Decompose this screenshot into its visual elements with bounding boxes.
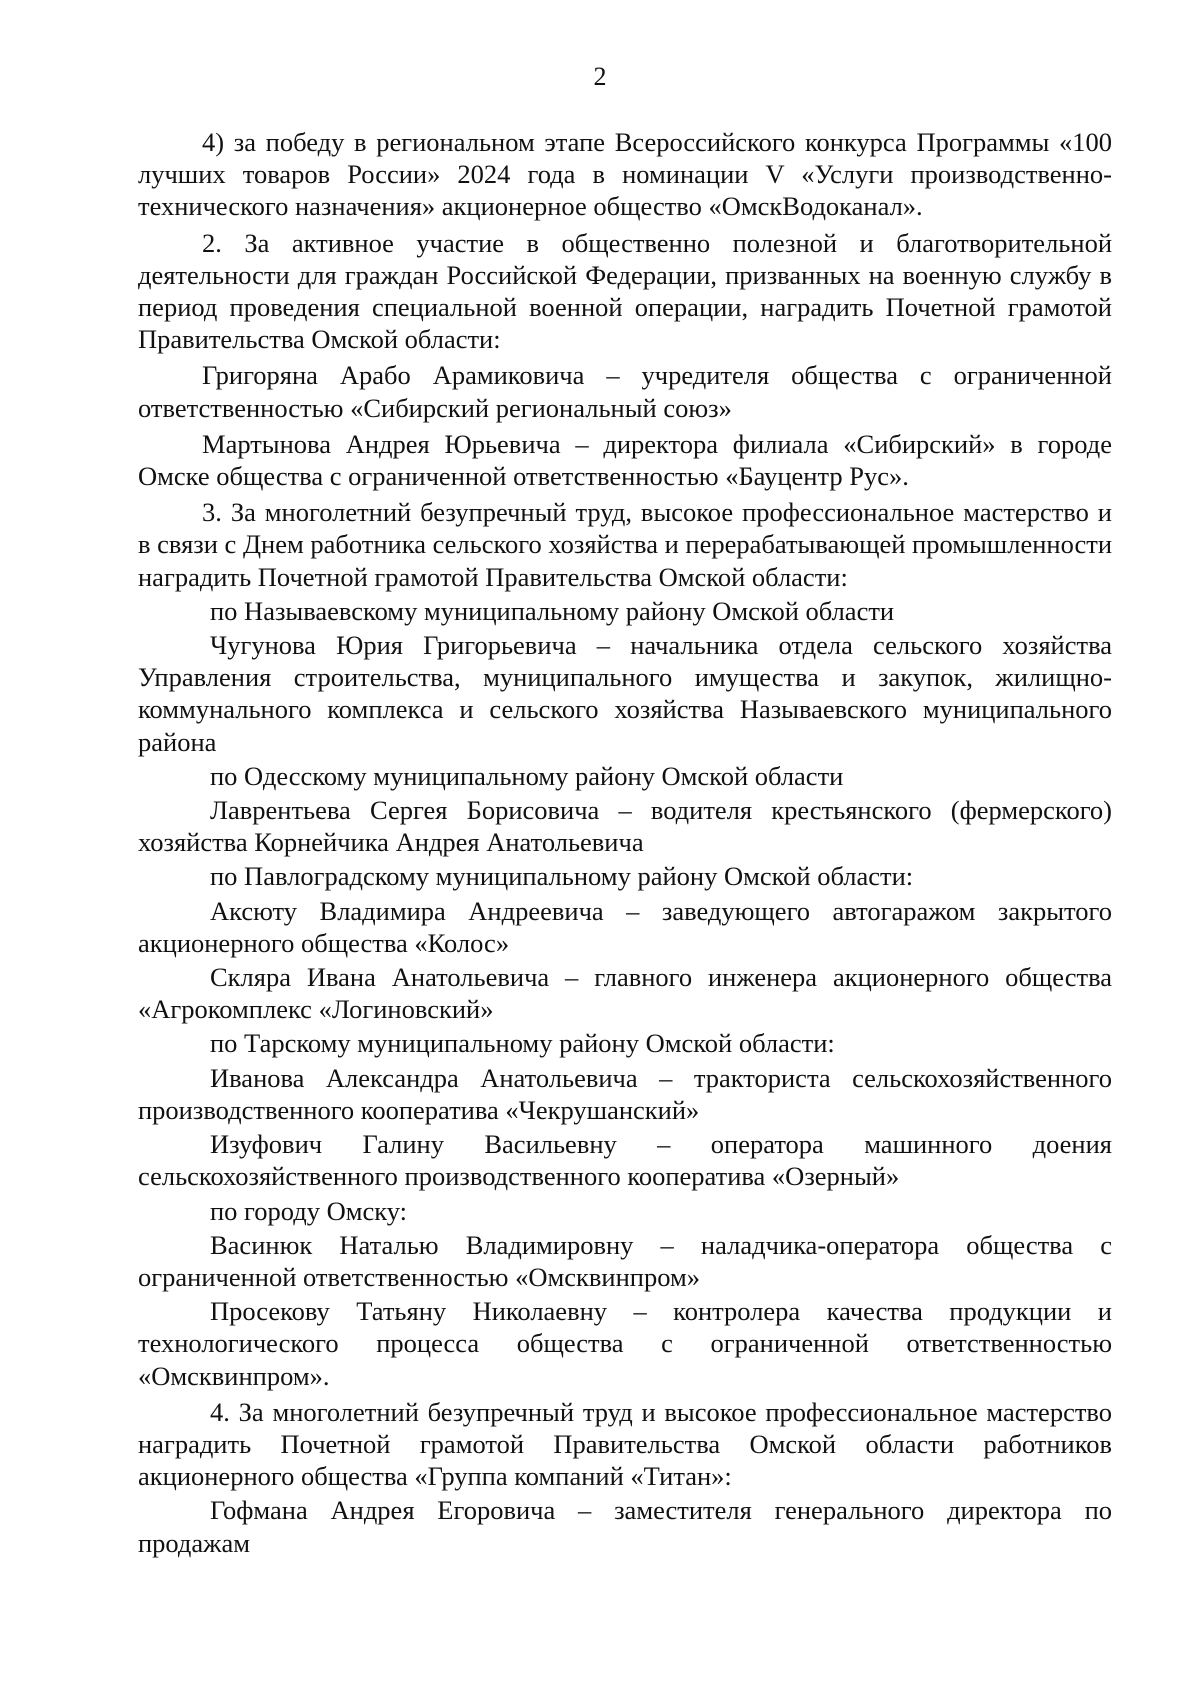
paragraph-awardee: Васинюк Наталью Владимировну – наладчика-оператора общества с ограниченной ответственностью «Омсквинпром» — [138, 1229, 1112, 1292]
page-number: 2 — [593, 62, 607, 91]
document-body — [138, 126, 1112, 1561]
paragraph-awardee: Лаврентьева Сергея Борисовича – водителя крестьянского (фермерского) хозяйства Корнейчика Андрея Анатольевича — [138, 795, 1112, 858]
paragraph-district-heading: по Павлоградскому муниципальному району Омской области: — [210, 861, 914, 892]
paragraph-section-3: 3. За многолетний безупречный труд, высокое профессиональное мастерство и в связи с Днем работника сельского хозяйства и перерабатывающей промышленности наградить Почетной грамотой Правительства Омской области: — [138, 497, 1112, 592]
paragraph-district-heading: по Называевскому муниципальному району Омской области — [210, 595, 895, 626]
paragraph-awardee: Скляра Ивана Анатольевича – главного инженера акционерного общества «Агрокомплекс «Логиновский» — [138, 962, 1112, 1025]
paragraph-awardee: Изуфович Галину Васильевну – оператора машинного доения сельскохозяйственного производственного кооператива «Озерный» — [138, 1129, 1112, 1192]
paragraph-awardee: Просекову Татьяну Николаевну – контролера качества продукции и технологического процесса общества с ограниченной ответственностью «Омсквинпром». — [138, 1296, 1112, 1391]
paragraph-district-heading: по Одесскому муниципальному району Омской области — [210, 760, 844, 791]
paragraph-awardee: Григоряна Арабо Арамиковича – учредителя общества с ограниченной ответственностью «Сибирский региональный союз» — [138, 360, 1112, 423]
paragraph-section-2: 2. За активное участие в общественно полезной и благотворительной деятельности для граждан Российской Федерации, призванных на военную службу в период проведения специальной военной операции, наградить Почетной грамотой Правительства Омской области: — [138, 227, 1112, 355]
paragraph-awardee: Чугунова Юрия Григорьевича – начальника отдела сельского хозяйства Управления строительства, муниципального имущества и закупок, жилищно-коммунального комплекса и сельского хозяйства Называевского муниципального района — [138, 630, 1112, 757]
paragraph-awardee: Аксюту Владимира Андреевича – заведующего автогаражом закрытого акционерного общества «Колос» — [138, 895, 1112, 958]
paragraph-district-heading: по Тарскому муниципальному району Омской области: — [210, 1028, 835, 1059]
paragraph-awardee: Иванова Александра Анатольевича – тракториста сельскохозяйственного производственного кооператива «Чекрушанский» — [138, 1062, 1112, 1125]
paragraph-district-heading: по городу Омску: — [210, 1195, 408, 1226]
paragraph-section-4: 4. За многолетний безупречный труд и высокое профессиональное мастерство наградить Почетной грамотой Правительства Омской области работников акционерного общества «Группа компаний «Титан»: — [138, 1396, 1112, 1492]
paragraph-award-item-4: 4) за победу в региональном этапе Всероссийского конкурса Программы «100 лучших товаров России» 2024 года в номинации V «Услуги производственно-технического назначения» акционерное общество «ОмскВодоканал». — [138, 127, 1112, 222]
paragraph-awardee: Мартынова Андрея Юрьевича – директора филиала «Сибирский» в городе Омске общества с ограниченной ответственностью «Бауцентр Рус». — [138, 428, 1112, 492]
paragraph-awardee: Гофмана Андрея Егоровича – заместителя генерального директора по продажам — [138, 1495, 1112, 1558]
